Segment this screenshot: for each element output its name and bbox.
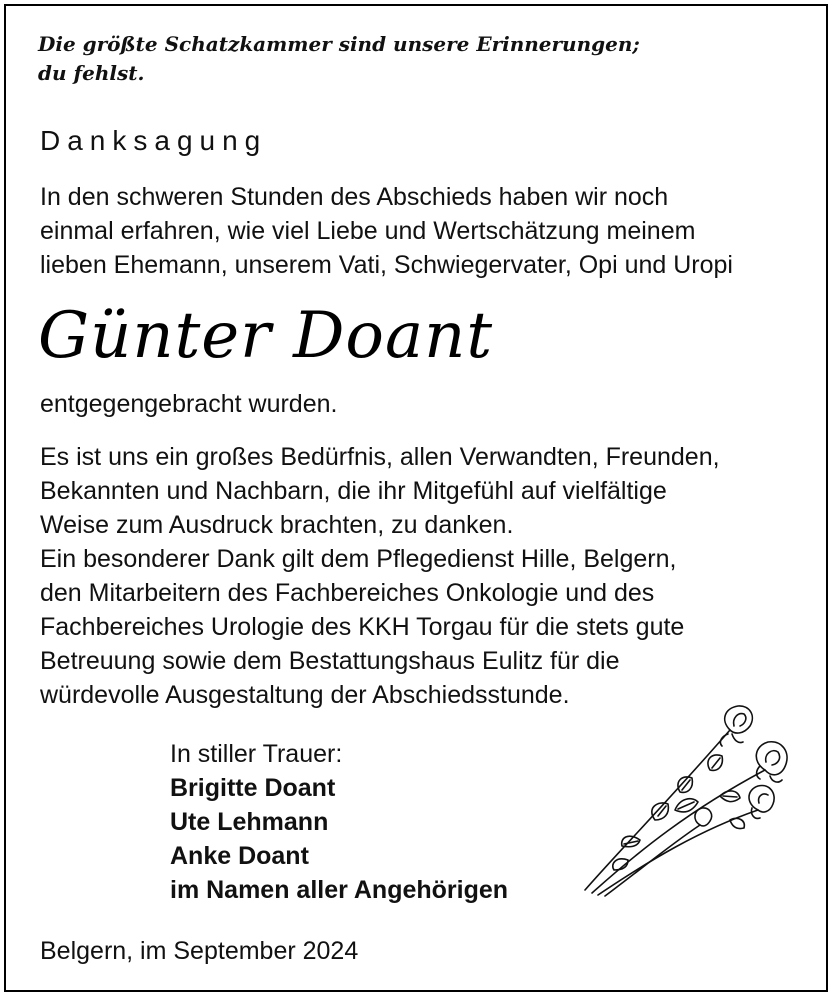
mourner-name: im Namen aller Angehörigen xyxy=(170,876,509,904)
intro-line: In den schweren Stunden des Abschieds haben wir noch xyxy=(40,183,669,211)
place-and-date xyxy=(40,934,358,968)
intro-line: einmal erfahren, wie viel Liebe und Wertschätzung meinem xyxy=(40,217,696,245)
mourning-signature xyxy=(170,737,508,907)
after-name-text xyxy=(40,387,337,421)
thanks-paragraph xyxy=(40,440,720,712)
thanks-line: Bekannten und Nachbarn, die ihr Mitgefühl auf vielfältige xyxy=(40,477,667,505)
thanks-line: Betreuung sowie dem Bestattungshaus Eulitz für die xyxy=(40,647,620,675)
quote-line-2: du fehlst. xyxy=(38,61,145,85)
thanks-line: Ein besonderer Dank gilt dem Pflegedienst Hille, Belgern, xyxy=(40,545,677,573)
thanks-line: würdevolle Ausgestaltung der Abschiedsstunde. xyxy=(40,681,570,709)
mourning-intro: In stiller Trauer: xyxy=(170,740,343,768)
mourner-name: Brigitte Doant xyxy=(170,774,336,802)
quote-line-1: Die größte Schatzkammer sind unsere Erinnerungen; xyxy=(38,32,640,56)
thanks-line: Weise zum Ausdruck brachten, zu danken. xyxy=(40,511,514,539)
thanks-line: Fachbereiches Urologie des KKH Torgau für die stets gute xyxy=(40,613,685,641)
after-name-line: entgegengebracht wurden. xyxy=(40,390,338,418)
intro-paragraph xyxy=(40,180,733,282)
mourner-name: Ute Lehmann xyxy=(170,808,329,836)
place-date-line: Belgern, im September 2024 xyxy=(40,937,359,965)
rose-bouquet-icon xyxy=(580,700,795,900)
thanks-line: den Mitarbeitern des Fachbereiches Onkologie und des xyxy=(40,579,655,607)
deceased-name: Günter Doant xyxy=(38,299,494,373)
thanks-line: Es ist uns ein großes Bedürfnis, allen Verwandten, Freunden, xyxy=(40,443,720,471)
memorial-quote xyxy=(38,30,778,88)
mourner-name: Anke Doant xyxy=(170,842,309,870)
heading-danksagung: Danksagung xyxy=(40,125,268,156)
intro-line: lieben Ehemann, unserem Vati, Schwiegervater, Opi und Uropi xyxy=(40,251,733,279)
